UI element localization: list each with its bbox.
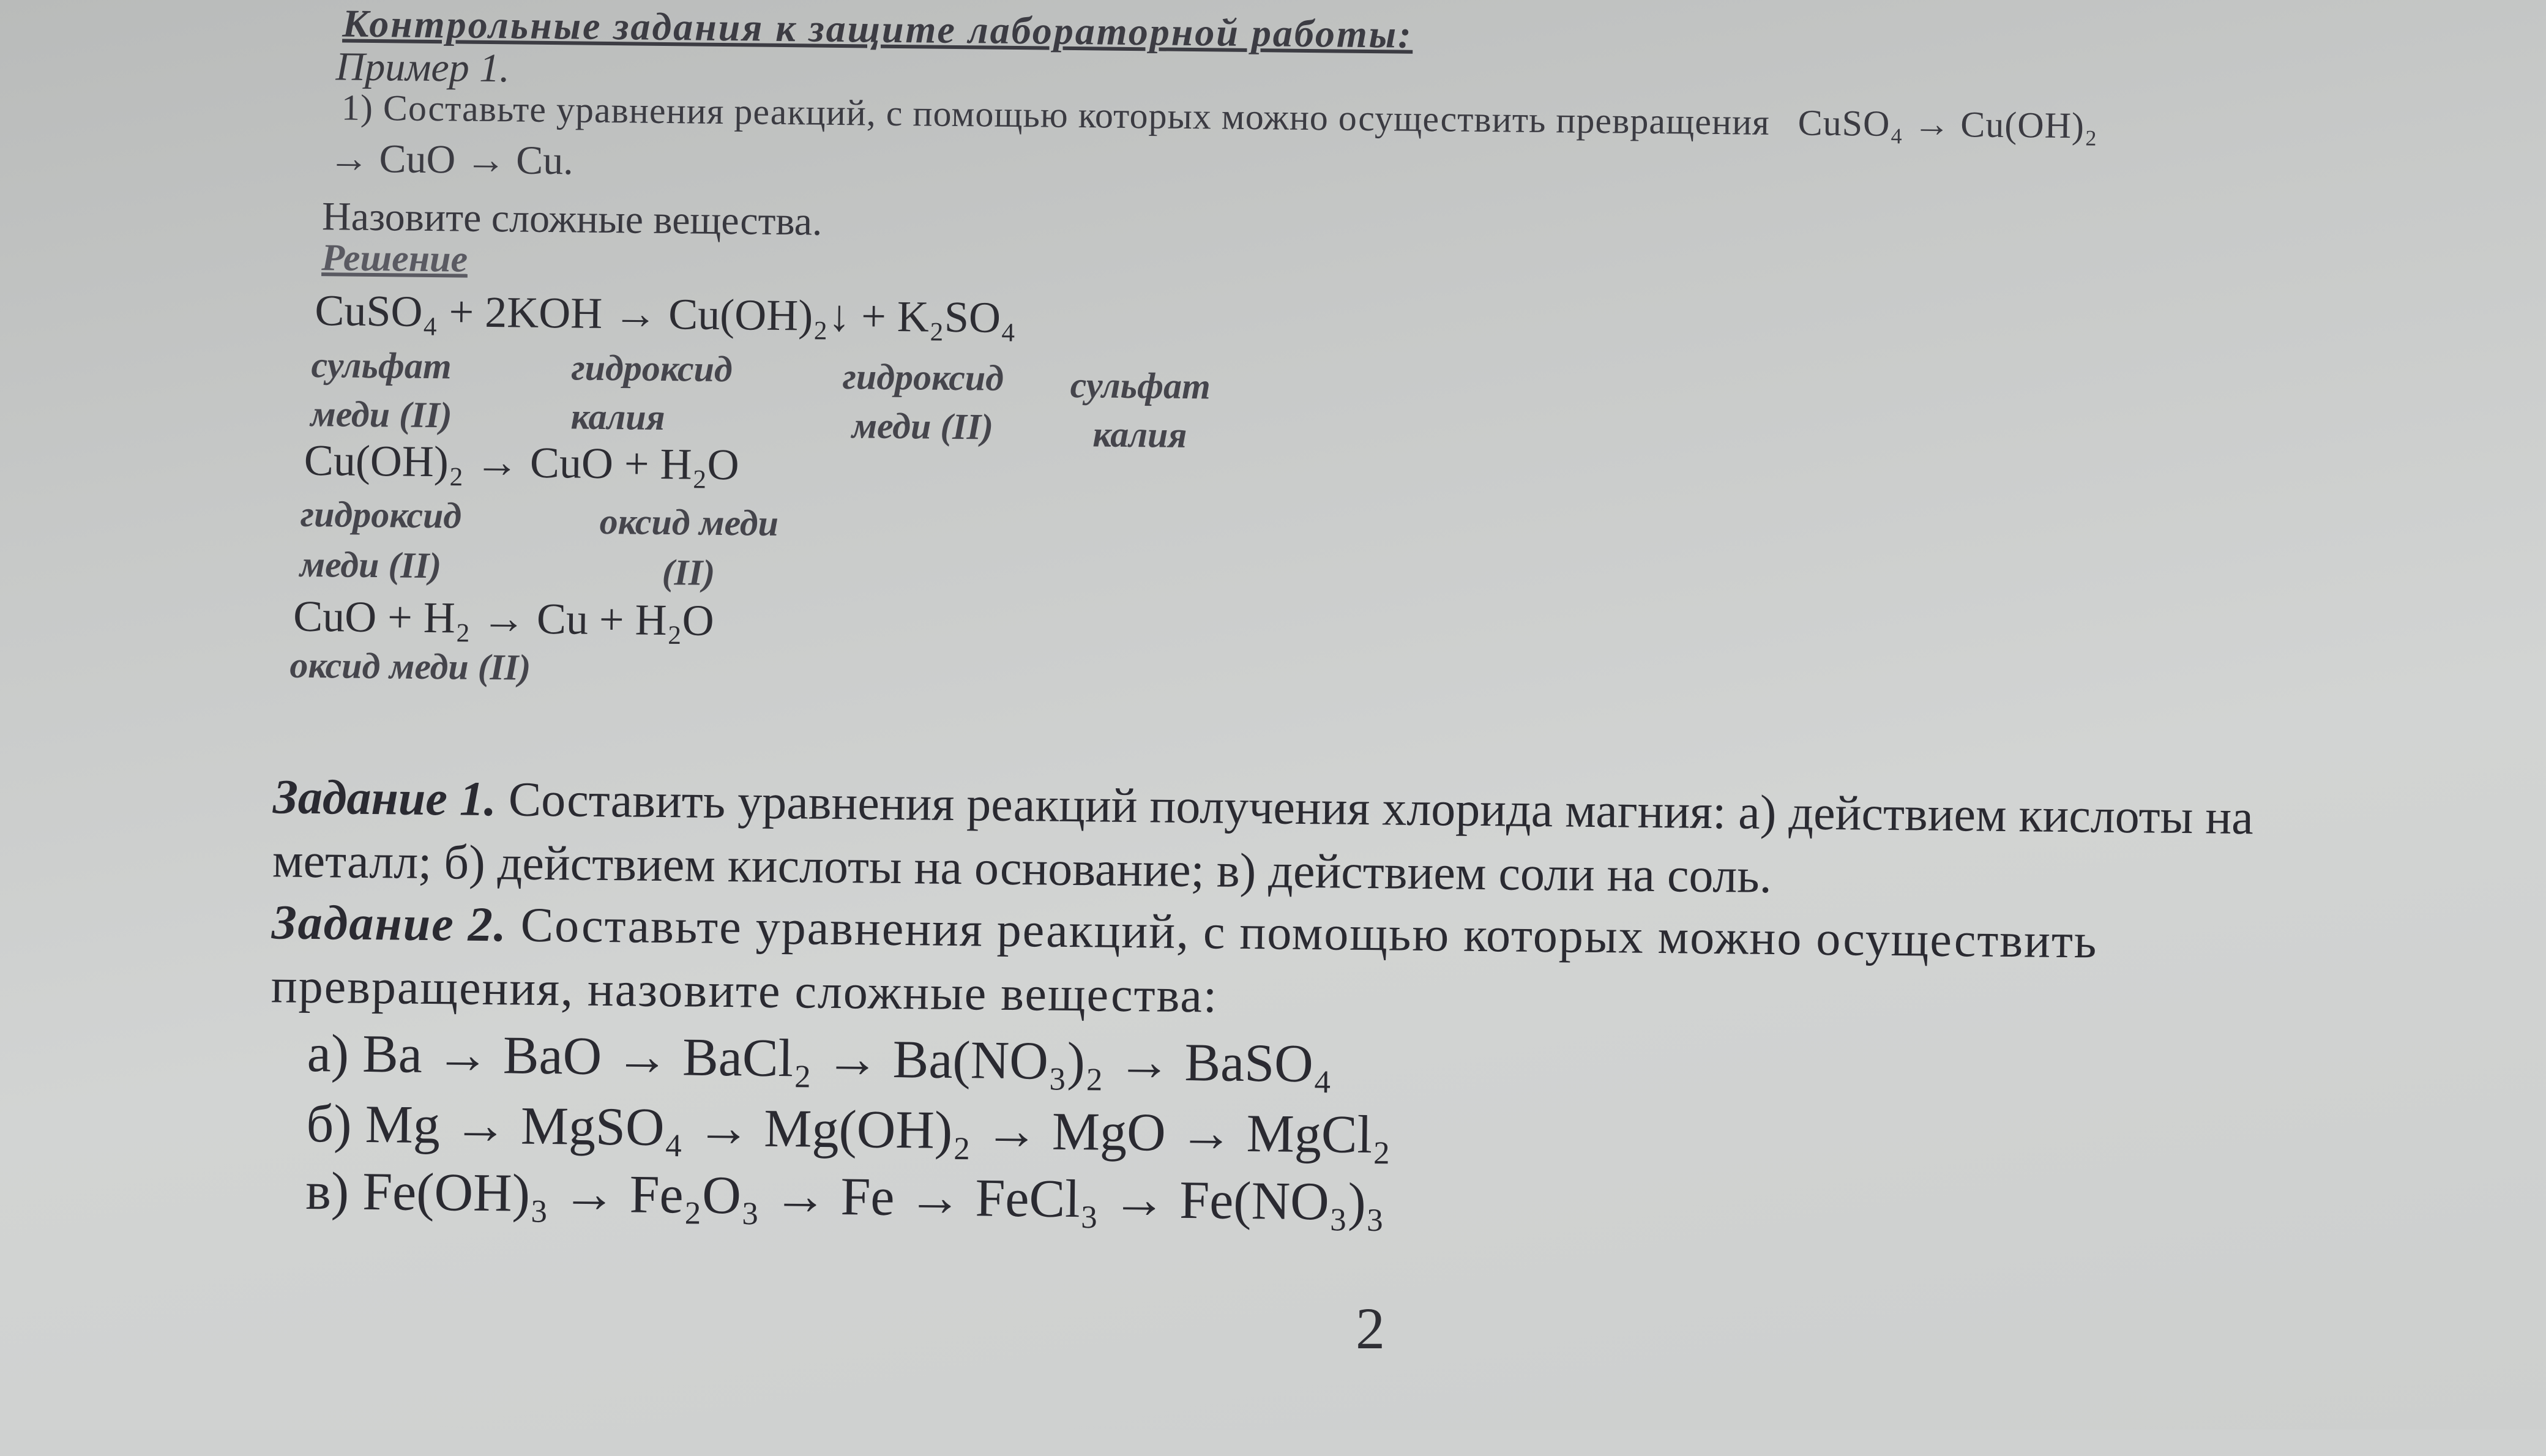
example-question-chain-start: CuSO₄ → Cu(OH)₂ [1798, 102, 2099, 146]
task-1-text: Составить уравнения реакций получения хлорида магния: а) действием кислоты на металл; б) действием кислоты на основание; в) действием соли на соль. [272, 772, 2254, 903]
example-question-line2: → CuO → Cu. [328, 136, 574, 184]
chain-c: в) Fe(OH)₃ → Fe₂O₃ → Fe → FeCl₃ → Fe(NO₃)₃ [305, 1161, 1385, 1233]
substance-name: гидроксид меди (II) [842, 356, 1004, 447]
example-question-line1 [342, 86, 2099, 147]
task-1-label: Задание 1. [272, 770, 497, 827]
equation-2: Cu(OH)₂ → CuO + H₂O [304, 435, 740, 490]
example-question-name: Назовите сложные вещества. [321, 194, 823, 244]
chain-a: а) Ba → BaO → BaCl₂ → Ba(NO₃)₂ → BaSO₄ [307, 1023, 1332, 1094]
page-title: Контрольные задания к защите лабораторной работы: [342, 1, 1413, 56]
task-1 [272, 765, 2416, 915]
substance-name: оксид меди (II) [599, 501, 779, 593]
task-2-text: Составьте уравнения реакций, с помощью которых можно осуществить превращения, назовите сложные вещества: [271, 898, 2098, 1023]
document-sheet [242, 0, 2546, 1456]
task-2 [271, 890, 2414, 1040]
substance-name: сульфат меди (II) [310, 344, 453, 436]
example-question-text: 1) Составьте уравнения реакций, с помощью которых можно осуществить превращения [341, 87, 1771, 143]
chain-b: б) Mg → MgSO₄ → Mg(OH)₂ → MgO → MgCl₂ [306, 1094, 1392, 1165]
substance-name: оксид меди (II) [289, 644, 531, 688]
equation-3: CuO + H₂ → Cu + H₂O [293, 591, 715, 645]
equation-1: CuSO₄ + 2KOH → Cu(OH)₂↓ + K₂SO₄ [315, 286, 1017, 343]
page-number: 2 [1356, 1296, 1385, 1361]
task-2-label: Задание 2. [271, 895, 508, 952]
substance-name: гидроксид калия [570, 347, 733, 438]
example-label: Пример 1. [335, 44, 510, 91]
substance-name: сульфат калия [1070, 364, 1211, 455]
substance-name: гидроксид меди (II) [299, 493, 462, 586]
solution-label: Решение [321, 237, 468, 280]
